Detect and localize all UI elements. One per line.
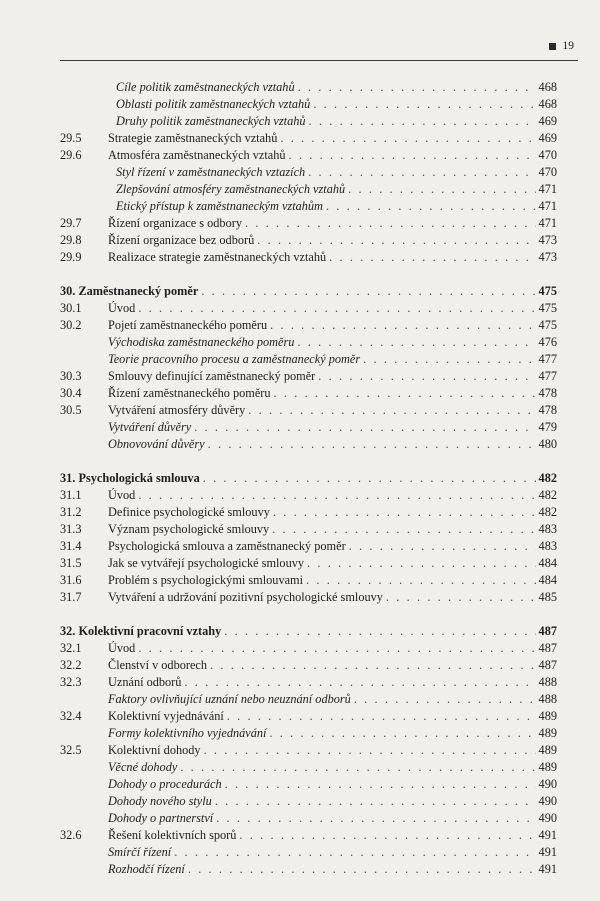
- toc-title: Smírčí řízení: [108, 845, 172, 859]
- toc-page-number: 491: [538, 828, 557, 842]
- toc-entry: [108, 589, 557, 606]
- dot-leader: [307, 555, 536, 572]
- toc-title: Realizace strategie zaměstnaneckých vztahů: [108, 250, 327, 264]
- table-of-contents: [60, 79, 557, 878]
- toc-entry: [108, 181, 557, 198]
- toc-entry-row[interactable]: [60, 657, 557, 674]
- toc-section-number: 31.2: [60, 505, 82, 519]
- toc-page-number: 479: [538, 420, 557, 434]
- toc-entry-row[interactable]: [60, 504, 557, 521]
- toc-entry-row[interactable]: [60, 164, 557, 181]
- toc-section-number: 30.3: [60, 369, 82, 383]
- toc-entry-row[interactable]: [60, 351, 557, 368]
- dot-leader: [272, 521, 535, 538]
- toc-title: Členství v odborech: [108, 658, 208, 672]
- toc-section-number: 30.1: [60, 301, 82, 315]
- toc-entry: [108, 504, 557, 521]
- toc-title: Úvod: [108, 488, 136, 502]
- toc-page-number: 468: [538, 97, 557, 111]
- toc-page-number: 470: [538, 165, 557, 179]
- toc-title: Etický přístup k zaměstnaneckým vztahům: [116, 199, 323, 213]
- toc-entry: [108, 555, 557, 572]
- toc-page-number: 489: [538, 726, 557, 740]
- toc-page-number: 485: [538, 590, 557, 604]
- toc-page-number: 470: [538, 148, 557, 162]
- dot-leader: [318, 368, 535, 385]
- toc-page-number: 488: [538, 675, 557, 689]
- dot-leader: [184, 674, 535, 691]
- toc-section-number: 32.1: [60, 641, 82, 655]
- toc-page-number: 473: [538, 233, 557, 247]
- toc-entry: [108, 198, 557, 215]
- dot-leader: [215, 793, 536, 810]
- toc-entry: [108, 249, 557, 266]
- toc-entry: [108, 708, 557, 725]
- toc-entry: [108, 827, 557, 844]
- toc-entry-row[interactable]: [60, 538, 557, 555]
- toc-entry-row[interactable]: [60, 334, 557, 351]
- toc-entry: [108, 351, 557, 368]
- toc-title: Řízení organizace bez odborů: [108, 233, 255, 247]
- toc-chapter-row[interactable]: [60, 283, 557, 300]
- toc-entry-row[interactable]: [60, 419, 557, 436]
- toc-section-number: 31.4: [60, 539, 82, 553]
- toc-entry-row[interactable]: [60, 385, 557, 402]
- toc-title: Jak se vytvářejí psychologické smlouvy: [108, 556, 305, 570]
- toc-title: Dohody o partnerství: [108, 811, 214, 825]
- toc-title: Kolektivní vyjednávání: [108, 709, 224, 723]
- toc-title: Rozhodčí řízení: [108, 862, 185, 876]
- toc-title: Pojetí zaměstnaneckého poměru: [108, 318, 268, 332]
- toc-title: 30. Zaměstnanecký poměr: [60, 284, 199, 298]
- toc-page-number: 482: [538, 488, 557, 502]
- toc-entry-row[interactable]: [60, 742, 557, 759]
- dot-leader: [326, 198, 536, 215]
- dot-leader: [386, 589, 536, 606]
- toc-page-number: 480: [538, 437, 557, 451]
- dot-leader: [289, 147, 536, 164]
- toc-page-number: 491: [538, 862, 557, 876]
- dot-leader: [297, 334, 535, 351]
- dot-leader: [363, 351, 535, 368]
- toc-title: Faktory ovlivňující uznání nebo neuznání odborů: [108, 692, 351, 706]
- dot-leader: [280, 130, 535, 147]
- toc-entry: [108, 402, 557, 419]
- toc-entry-row[interactable]: [60, 198, 557, 215]
- toc-page-number: 491: [538, 845, 557, 859]
- toc-section-number: 31.6: [60, 573, 82, 587]
- toc-section-number: 32.6: [60, 828, 82, 842]
- toc-page-number: 482: [538, 471, 557, 485]
- toc-entry-row[interactable]: [60, 589, 557, 606]
- toc-title: Řešení kolektivních sporů: [108, 828, 237, 842]
- toc-chapter-row[interactable]: [60, 470, 557, 487]
- dot-leader: [329, 249, 535, 266]
- toc-title: Uznání odborů: [108, 675, 182, 689]
- toc-page-number: 476: [538, 335, 557, 349]
- toc-page-number: 475: [538, 284, 557, 298]
- toc-entry-row[interactable]: [60, 130, 557, 147]
- square-bullet-icon: [549, 43, 556, 50]
- toc-entry: [108, 538, 557, 555]
- dot-leader: [194, 419, 535, 436]
- toc-entry: [108, 844, 557, 861]
- toc-title: Řízení organizace s odbory: [108, 216, 242, 230]
- toc-page-number: 484: [538, 556, 557, 570]
- dot-leader: [257, 232, 535, 249]
- toc-title: Dohody o procedurách: [108, 777, 222, 791]
- toc-entry-row[interactable]: [60, 640, 557, 657]
- toc-entry-row[interactable]: [60, 232, 557, 249]
- toc-section-number: 30.5: [60, 403, 82, 417]
- toc-title: 32. Kolektivní pracovní vztahy: [60, 624, 222, 638]
- page-number: [549, 40, 575, 52]
- toc-page-number: 490: [538, 777, 557, 791]
- toc-section-number: 29.6: [60, 148, 82, 162]
- toc-entry-row[interactable]: [60, 215, 557, 232]
- toc-entry: [60, 470, 557, 487]
- toc-title: Problém s psychologickými smlouvami: [108, 573, 304, 587]
- toc-section-number: 32.3: [60, 675, 82, 689]
- toc-entry: [108, 674, 557, 691]
- toc-section-number: 31.1: [60, 488, 82, 502]
- toc-entry: [108, 232, 557, 249]
- toc-entry-row[interactable]: [60, 113, 557, 130]
- toc-title: Oblasti politik zaměstnaneckých vztahů: [116, 97, 311, 111]
- toc-entry-row[interactable]: [60, 300, 557, 317]
- toc-title: Vytváření a udržování pozitivní psychologické smlouvy: [108, 590, 383, 604]
- toc-title: Obnovování důvěry: [108, 437, 205, 451]
- toc-page-number: 469: [538, 131, 557, 145]
- dot-leader: [216, 810, 535, 827]
- toc-section-number: 30.2: [60, 318, 82, 332]
- toc-entry: [60, 283, 557, 300]
- toc-page-number: 483: [538, 539, 557, 553]
- dot-leader: [174, 844, 535, 861]
- dot-leader: [270, 317, 535, 334]
- toc-title: Definice psychologické smlouvy: [108, 505, 270, 519]
- toc-page-number: 482: [538, 505, 557, 519]
- toc-entry: [108, 300, 557, 317]
- toc-page-number: 490: [538, 794, 557, 808]
- toc-section-number: 32.5: [60, 743, 82, 757]
- toc-page-number: 487: [538, 624, 557, 638]
- toc-entry: [108, 810, 557, 827]
- toc-entry-row[interactable]: [60, 827, 557, 844]
- toc-title: Věcné dohody: [108, 760, 178, 774]
- toc-title: Psychologická smlouva a zaměstnanecký poměr: [108, 539, 346, 553]
- toc-entry-row[interactable]: [60, 181, 557, 198]
- toc-entry: [108, 793, 557, 810]
- toc-entry-row[interactable]: [60, 555, 557, 572]
- toc-title: Kolektivní dohody: [108, 743, 201, 757]
- dot-leader: [138, 300, 535, 317]
- toc-entry-row[interactable]: [60, 147, 557, 164]
- toc-entry: [108, 385, 557, 402]
- dot-leader: [210, 657, 536, 674]
- toc-section-number: 31.5: [60, 556, 82, 570]
- toc-title: Význam psychologické smlouvy: [108, 522, 270, 536]
- toc-page-number: 489: [538, 760, 557, 774]
- toc-entry: [108, 113, 557, 130]
- dot-leader: [188, 861, 536, 878]
- toc-entry: [108, 572, 557, 589]
- toc-entry: [108, 521, 557, 538]
- toc-title: Vytváření důvěry: [108, 420, 192, 434]
- toc-page-number: 487: [538, 641, 557, 655]
- toc-entry-row[interactable]: [60, 96, 557, 113]
- toc-entry-row[interactable]: [60, 249, 557, 266]
- toc-entry: [108, 419, 557, 436]
- toc-chapter-row[interactable]: [60, 623, 557, 640]
- toc-entry-row[interactable]: [60, 572, 557, 589]
- toc-entry-row[interactable]: [60, 402, 557, 419]
- dot-leader: [349, 538, 536, 555]
- toc-page-number: 469: [538, 114, 557, 128]
- dot-leader: [306, 572, 536, 589]
- toc-entry-row[interactable]: [60, 725, 557, 742]
- toc-section-number: 32.4: [60, 709, 82, 723]
- toc-entry: [108, 147, 557, 164]
- toc-page-number: 475: [538, 318, 557, 332]
- toc-entry: [60, 623, 557, 640]
- toc-entry: [108, 742, 557, 759]
- dot-leader: [269, 725, 535, 742]
- toc-page-number: 475: [538, 301, 557, 315]
- dot-leader: [308, 164, 535, 181]
- toc-title: Styl řízení v zaměstnaneckých vztazích: [116, 165, 306, 179]
- toc-title: Cíle politik zaměstnaneckých vztahů: [116, 80, 295, 94]
- toc-entry: [108, 725, 557, 742]
- toc-entry-row[interactable]: [60, 487, 557, 504]
- dot-leader: [208, 436, 536, 453]
- dot-leader: [309, 113, 536, 130]
- toc-page-number: 489: [538, 709, 557, 723]
- toc-title: Vytváření atmosféry důvěry: [108, 403, 246, 417]
- dot-leader: [225, 776, 536, 793]
- toc-entry: [108, 436, 557, 453]
- dot-leader: [204, 742, 536, 759]
- toc-title: 31. Psychologická smlouva: [60, 471, 200, 485]
- toc-section-number: 29.7: [60, 216, 82, 230]
- toc-page-number: 487: [538, 658, 557, 672]
- toc-section-number: 31.3: [60, 522, 82, 536]
- dot-leader: [138, 487, 535, 504]
- toc-entry-row[interactable]: [60, 436, 557, 453]
- toc-entry: [108, 691, 557, 708]
- dot-leader: [248, 402, 535, 419]
- dot-leader: [348, 181, 535, 198]
- toc-title: Úvod: [108, 301, 136, 315]
- toc-entry-row[interactable]: [60, 844, 557, 861]
- toc-page-number: 471: [538, 199, 557, 213]
- toc-title: Formy kolektivního vyjednávání: [108, 726, 267, 740]
- toc-entry: [108, 164, 557, 181]
- toc-entry: [108, 776, 557, 793]
- toc-entry: [108, 317, 557, 334]
- toc-title: Teorie pracovního procesu a zaměstnanecký poměr: [108, 352, 361, 366]
- toc-page-number: 473: [538, 250, 557, 264]
- toc-page-number: 484: [538, 573, 557, 587]
- toc-title: Atmosféra zaměstnaneckých vztahů: [108, 148, 286, 162]
- page-number-text: 19: [562, 40, 574, 52]
- toc-title: Východiska zaměstnaneckého poměru: [108, 335, 295, 349]
- toc-page-number: 471: [538, 182, 557, 196]
- dot-leader: [274, 385, 536, 402]
- toc-entry-row[interactable]: [60, 776, 557, 793]
- toc-entry: [108, 368, 557, 385]
- toc-entry: [108, 861, 557, 878]
- dot-leader: [227, 708, 536, 725]
- toc-page-number: 471: [538, 216, 557, 230]
- toc-page-number: 483: [538, 522, 557, 536]
- dot-leader: [273, 504, 536, 521]
- toc-entry-row[interactable]: [60, 810, 557, 827]
- toc-title: Řízení zaměstnaneckého poměru: [108, 386, 271, 400]
- toc-page-number: 490: [538, 811, 557, 825]
- toc-entry-row[interactable]: [60, 368, 557, 385]
- toc-entry-row[interactable]: [60, 793, 557, 810]
- dot-leader: [298, 79, 536, 96]
- toc-entry-row[interactable]: [60, 317, 557, 334]
- toc-page-number: 489: [538, 743, 557, 757]
- toc-entry-row[interactable]: [60, 691, 557, 708]
- toc-title: Zlepšování atmosféry zaměstnaneckých vztahů: [116, 182, 346, 196]
- toc-entry: [108, 759, 557, 776]
- toc-page-number: 478: [538, 386, 557, 400]
- dot-leader: [201, 283, 535, 300]
- toc-entry: [108, 640, 557, 657]
- toc-entry-row[interactable]: [60, 861, 557, 878]
- toc-page-number: 477: [538, 369, 557, 383]
- toc-entry-row[interactable]: [60, 521, 557, 538]
- dot-leader: [138, 640, 535, 657]
- dot-leader: [245, 215, 536, 232]
- toc-entry: [108, 130, 557, 147]
- toc-page-number: 488: [538, 692, 557, 706]
- toc-section-number: 30.4: [60, 386, 82, 400]
- toc-entry: [108, 334, 557, 351]
- toc-entry-row[interactable]: [60, 759, 557, 776]
- toc-page-number: 478: [538, 403, 557, 417]
- toc-title: Strategie zaměstnaneckých vztahů: [108, 131, 278, 145]
- toc-title: Úvod: [108, 641, 136, 655]
- toc-section-number: 29.5: [60, 131, 82, 145]
- dot-leader: [180, 759, 535, 776]
- toc-entry: [108, 487, 557, 504]
- toc-entry: [108, 96, 557, 113]
- page-header: [60, 36, 578, 61]
- toc-title: Druhy politik zaměstnaneckých vztahů: [116, 114, 306, 128]
- toc-section-number: 29.8: [60, 233, 82, 247]
- toc-section-number: 29.9: [60, 250, 82, 264]
- toc-page-number: 477: [538, 352, 557, 366]
- toc-entry: [108, 215, 557, 232]
- dot-leader: [313, 96, 535, 113]
- toc-title: Dohody nového stylu: [108, 794, 212, 808]
- dot-leader: [354, 691, 536, 708]
- dot-leader: [203, 470, 536, 487]
- toc-entry-row[interactable]: [60, 79, 557, 96]
- toc-title: Smlouvy definující zaměstnanecký poměr: [108, 369, 316, 383]
- toc-entry: [108, 79, 557, 96]
- dot-leader: [224, 623, 535, 640]
- dot-leader: [239, 827, 535, 844]
- toc-entry-row[interactable]: [60, 708, 557, 725]
- toc-entry: [108, 657, 557, 674]
- toc-section-number: 32.2: [60, 658, 82, 672]
- toc-page-number: 468: [538, 80, 557, 94]
- toc-section-number: 31.7: [60, 590, 82, 604]
- toc-entry-row[interactable]: [60, 674, 557, 691]
